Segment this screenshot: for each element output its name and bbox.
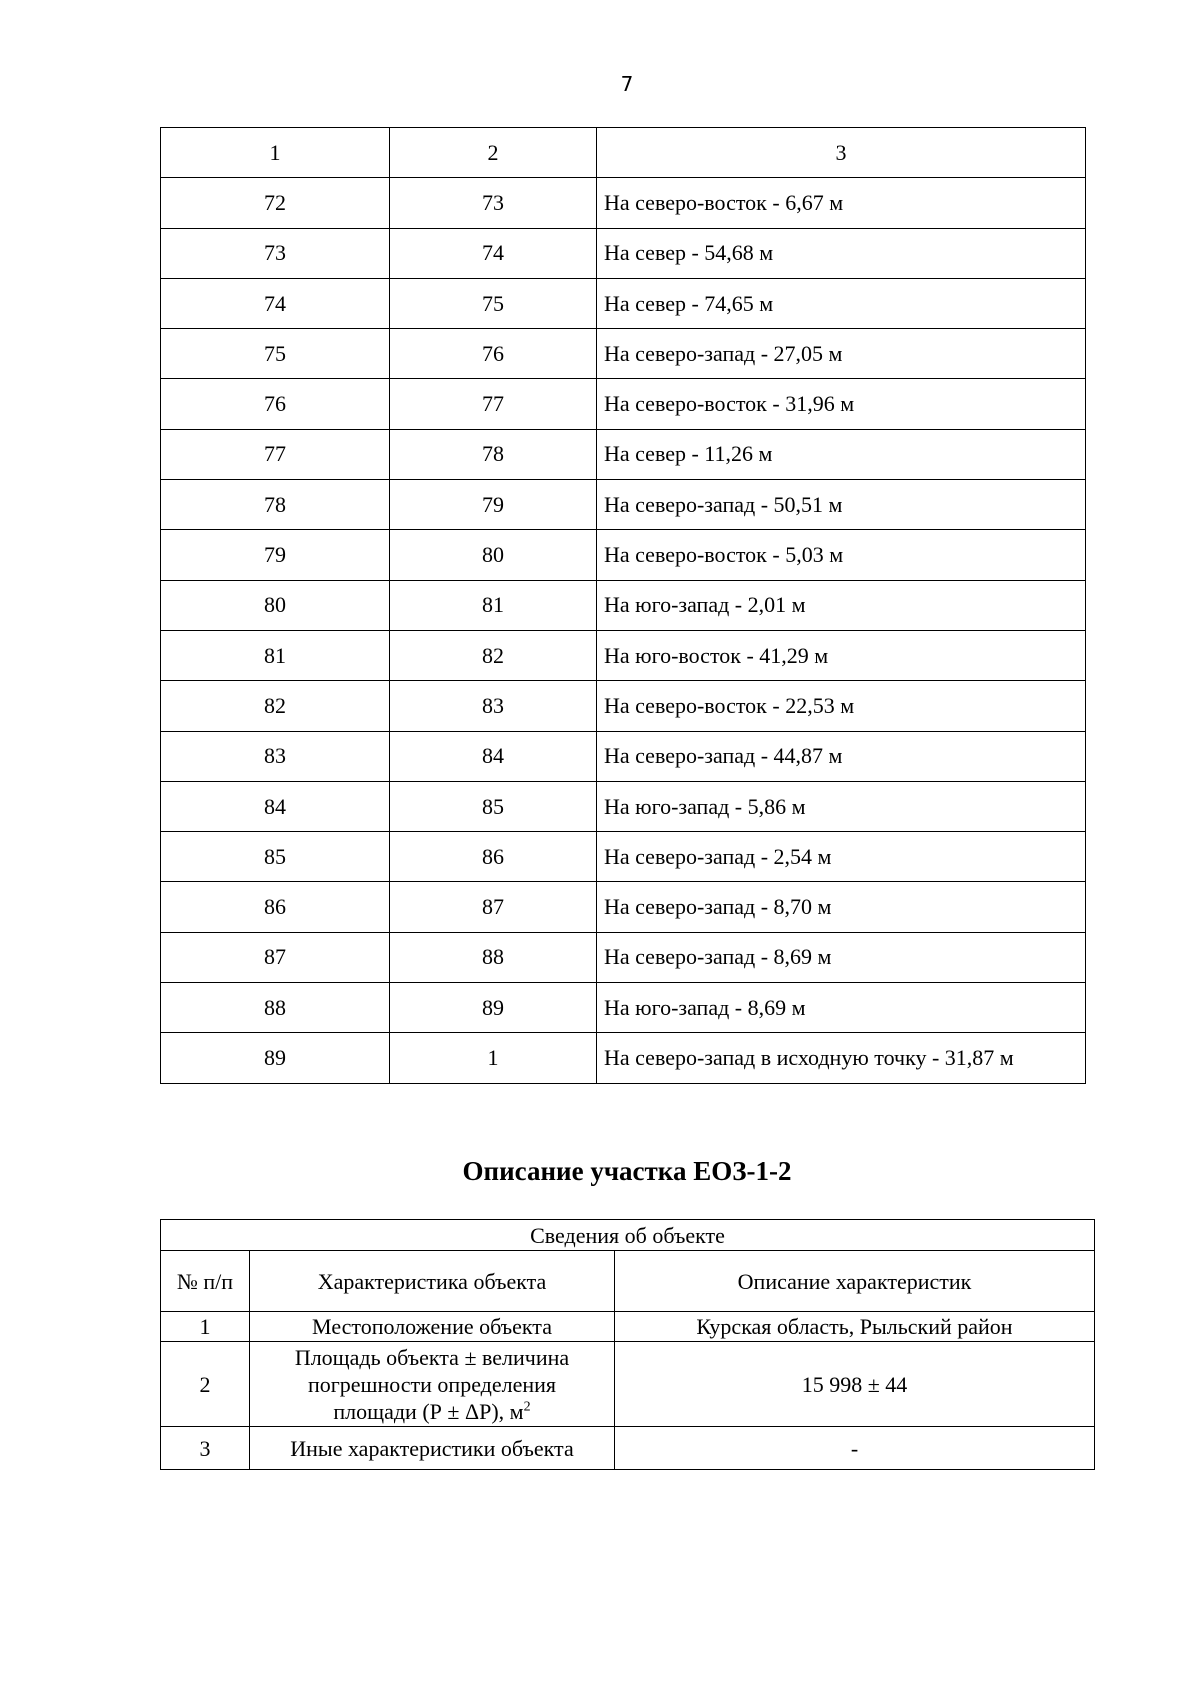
row-number: 2 bbox=[161, 1342, 250, 1427]
segment-description: На юго-запад - 2,01 м bbox=[597, 580, 1086, 630]
column-header: 1 bbox=[161, 128, 390, 178]
column-header: 3 bbox=[597, 128, 1086, 178]
point-from: 84 bbox=[161, 781, 390, 831]
table-row bbox=[161, 983, 1086, 1033]
characteristic-label: Местоположение объекта bbox=[250, 1312, 615, 1342]
point-to: 88 bbox=[390, 932, 597, 982]
unit-superscript: 2 bbox=[523, 1399, 531, 1415]
label-line: погрешности определения bbox=[307, 1371, 557, 1397]
characteristic-label bbox=[250, 1342, 615, 1427]
table-row bbox=[161, 630, 1086, 680]
segment-description: На северо-восток - 6,67 м bbox=[597, 178, 1086, 228]
point-to: 85 bbox=[390, 781, 597, 831]
point-to: 78 bbox=[390, 429, 597, 479]
label-line: Площадь объекта ± величина bbox=[294, 1344, 570, 1370]
segment-description: На юго-запад - 8,69 м bbox=[597, 983, 1086, 1033]
table-row bbox=[161, 681, 1086, 731]
table-row bbox=[161, 580, 1086, 630]
segment-description: На северо-запад - 2,54 м bbox=[597, 832, 1086, 882]
point-to: 76 bbox=[390, 329, 597, 379]
point-to: 1 bbox=[390, 1033, 597, 1083]
table-row bbox=[161, 1342, 1095, 1427]
point-from: 79 bbox=[161, 530, 390, 580]
point-to: 86 bbox=[390, 832, 597, 882]
point-from: 86 bbox=[161, 882, 390, 932]
point-from: 78 bbox=[161, 480, 390, 530]
point-from: 81 bbox=[161, 630, 390, 680]
table-row bbox=[161, 832, 1086, 882]
table-row bbox=[161, 379, 1086, 429]
point-from: 82 bbox=[161, 681, 390, 731]
point-to: 79 bbox=[390, 480, 597, 530]
segment-description: На северо-восток - 22,53 м bbox=[597, 681, 1086, 731]
table-row bbox=[161, 781, 1086, 831]
point-from: 74 bbox=[161, 278, 390, 328]
table-row bbox=[161, 480, 1086, 530]
column-header: Характеристика объекта bbox=[250, 1251, 615, 1312]
column-header: Описание характеристик bbox=[615, 1251, 1095, 1312]
row-number: 3 bbox=[161, 1427, 250, 1470]
point-from: 72 bbox=[161, 178, 390, 228]
table-row bbox=[161, 882, 1086, 932]
segment-description: На северо-запад в исходную точку - 31,87 м bbox=[597, 1033, 1086, 1083]
table-row bbox=[161, 1427, 1095, 1470]
point-to: 84 bbox=[390, 731, 597, 781]
point-from: 80 bbox=[161, 580, 390, 630]
characteristic-value: Курская область, Рыльский район bbox=[615, 1312, 1095, 1342]
segment-description: На северо-запад - 8,70 м bbox=[597, 882, 1086, 932]
row-number: 1 bbox=[161, 1312, 250, 1342]
segment-description: На северо-запад - 27,05 м bbox=[597, 329, 1086, 379]
segment-description: На юго-запад - 5,86 м bbox=[597, 781, 1086, 831]
point-from: 75 bbox=[161, 329, 390, 379]
table-row bbox=[161, 178, 1086, 228]
segment-description: На север - 54,68 м bbox=[597, 228, 1086, 278]
point-to: 89 bbox=[390, 983, 597, 1033]
point-to: 83 bbox=[390, 681, 597, 731]
table-row bbox=[161, 228, 1086, 278]
point-from: 77 bbox=[161, 429, 390, 479]
characteristic-label: Иные характеристики объекта bbox=[250, 1427, 615, 1470]
segment-description: На северо-восток - 5,03 м bbox=[597, 530, 1086, 580]
segment-description: На юго-восток - 41,29 м bbox=[597, 630, 1086, 680]
point-from: 76 bbox=[161, 379, 390, 429]
characteristic-value: - bbox=[615, 1427, 1095, 1470]
table-row bbox=[161, 530, 1086, 580]
point-from: 89 bbox=[161, 1033, 390, 1083]
column-header: 2 bbox=[390, 128, 597, 178]
segment-description: На северо-запад - 50,51 м bbox=[597, 480, 1086, 530]
table-row bbox=[161, 329, 1086, 379]
point-to: 82 bbox=[390, 630, 597, 680]
point-from: 87 bbox=[161, 932, 390, 982]
label-line: площади (Р ± ΔР), м bbox=[333, 1398, 524, 1424]
segment-description: На северо-восток - 31,96 м bbox=[597, 379, 1086, 429]
table-header-row bbox=[161, 128, 1086, 178]
table-caption-row bbox=[161, 1220, 1095, 1251]
segment-description: На север - 11,26 м bbox=[597, 429, 1086, 479]
point-to: 80 bbox=[390, 530, 597, 580]
page-number: 7 bbox=[620, 72, 634, 96]
point-to: 75 bbox=[390, 278, 597, 328]
characteristic-value: 15 998 ± 44 bbox=[615, 1342, 1095, 1427]
table-row bbox=[161, 1312, 1095, 1342]
column-header: № п/п bbox=[161, 1251, 250, 1312]
object-info-table bbox=[160, 1219, 1095, 1470]
table-row bbox=[161, 278, 1086, 328]
table-row bbox=[161, 1033, 1086, 1083]
point-to: 81 bbox=[390, 580, 597, 630]
point-from: 88 bbox=[161, 983, 390, 1033]
segment-description: На северо-запад - 44,87 м bbox=[597, 731, 1086, 781]
table-header-row bbox=[161, 1251, 1095, 1312]
point-from: 73 bbox=[161, 228, 390, 278]
table-caption: Сведения об объекте bbox=[161, 1220, 1095, 1251]
table-row bbox=[161, 932, 1086, 982]
point-to: 87 bbox=[390, 882, 597, 932]
segment-description: На северо-запад - 8,69 м bbox=[597, 932, 1086, 982]
table-row bbox=[161, 731, 1086, 781]
point-to: 73 bbox=[390, 178, 597, 228]
point-from: 85 bbox=[161, 832, 390, 882]
point-to: 74 bbox=[390, 228, 597, 278]
section-title: Описание участка ЕОЗ-1-2 bbox=[462, 1156, 792, 1186]
table-row bbox=[161, 429, 1086, 479]
boundary-segments-table bbox=[160, 127, 1086, 1084]
point-from: 83 bbox=[161, 731, 390, 781]
segment-description: На север - 74,65 м bbox=[597, 278, 1086, 328]
point-to: 77 bbox=[390, 379, 597, 429]
